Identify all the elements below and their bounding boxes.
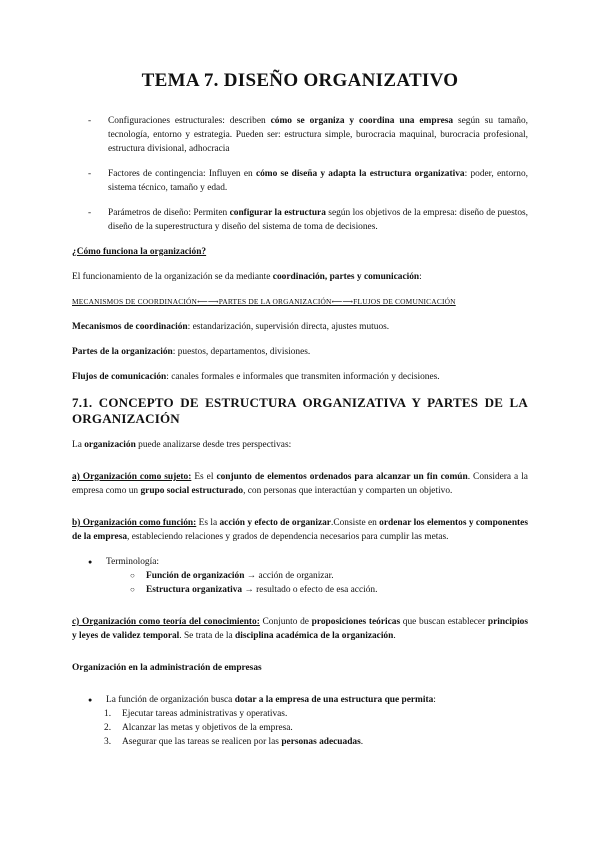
list-item: 1. Ejecutar tareas administrativas y operativas.: [104, 709, 288, 719]
theory-paragraph: c) Organización como teoría del conocimiento: Conjunto de proposiciones teóricas que buscan establecer principios y leyes de validez temporal. Se trata de la disciplina académica de la organización.: [72, 617, 529, 641]
admin-numbered-list: [72, 707, 528, 749]
terminology-list: [72, 555, 528, 597]
mechanisms-line: MECANISMOS DE COORDINACIÓN⟵⟶PARTES DE LA ORGANIZACIÓN⟵⟶FLUJOS DE COMUNICACIÓN: [72, 297, 456, 306]
list-item: ● Terminología: ○ Función de organización → acción de organizar. ○ Estructura organizativa → resultado o efecto de esa acción.: [72, 555, 528, 597]
page-title: TEMA 7. DISEÑO ORGANIZATIVO: [141, 70, 459, 91]
function-org-paragraph: b) Organización como función: Es la acción y efecto de organizar.Consiste en ordenar los elementos y componentes de la empresa, estableciendo relaciones y grados de dependencia necesarios para cumplir las metas.: [72, 518, 528, 542]
list-item: - Configuraciones estructurales: describen cómo se organiza y coordina una empresa según su tamaño, tecnología, entorno y estrategia. Pueden ser: estructura simple, burocracia maquinal, burocracia profesional, estructura divisional, adhocracia: [72, 114, 528, 156]
admin-list: [72, 693, 528, 707]
subject-paragraph: a) Organización como sujeto: Es el conjunto de elementos ordenados para alcanzar un fin común. Considera a la empresa como un grupo social estructurado, con personas que interactúan y comparten un objetivo.: [72, 472, 528, 496]
perspectives-paragraph: La organización puede analizarse desde tres perspectivas:: [72, 440, 292, 450]
question-heading: ¿Cómo funciona la organización?: [72, 247, 207, 257]
list-item: ○ Estructura organizativa → resultado o efecto de esa acción.: [106, 583, 528, 597]
list-item: - Factores de contingencia: Influyen en cómo se diseña y adapta la estructura organizativa: poder, entorno, sistema técnico, tamaño y edad.: [72, 167, 528, 195]
flows-paragraph: Flujos de comunicación: canales formales e informales que transmiten información y decisiones.: [72, 372, 440, 382]
parts-paragraph: Partes de la organización: puestos, departamentos, divisiones.: [72, 347, 311, 357]
list-item: ○ Función de organización → acción de organizar.: [106, 569, 528, 583]
function-paragraph: El funcionamiento de la organización se da mediante coordinación, partes y comunicación:: [72, 272, 422, 282]
admin-heading: Organización en la administración de empresas: [72, 663, 262, 673]
mechanisms-paragraph: Mecanismos de coordinación: estandarización, supervisión directa, ajustes mutuos.: [72, 322, 390, 332]
intro-list: [72, 114, 528, 234]
list-item: 3. Asegurar que las tareas se realicen por las personas adecuadas.: [104, 737, 364, 747]
list-item: ● La función de organización busca dotar a la empresa de una estructura que permita:: [72, 693, 528, 707]
list-item: - Parámetros de diseño: Permiten configurar la estructura según los objetivos de la empresa: diseño de puestos, diseño de la superestructura y diseño del sistema de toma de decisiones.: [72, 206, 528, 234]
section-heading: 7.1. CONCEPTO DE ESTRUCTURA ORGANIZATIVA Y PARTES DE LA ORGANIZACIÓN: [72, 395, 528, 426]
list-item: 2. Alcanzar las metas y objetivos de la empresa.: [104, 723, 293, 733]
